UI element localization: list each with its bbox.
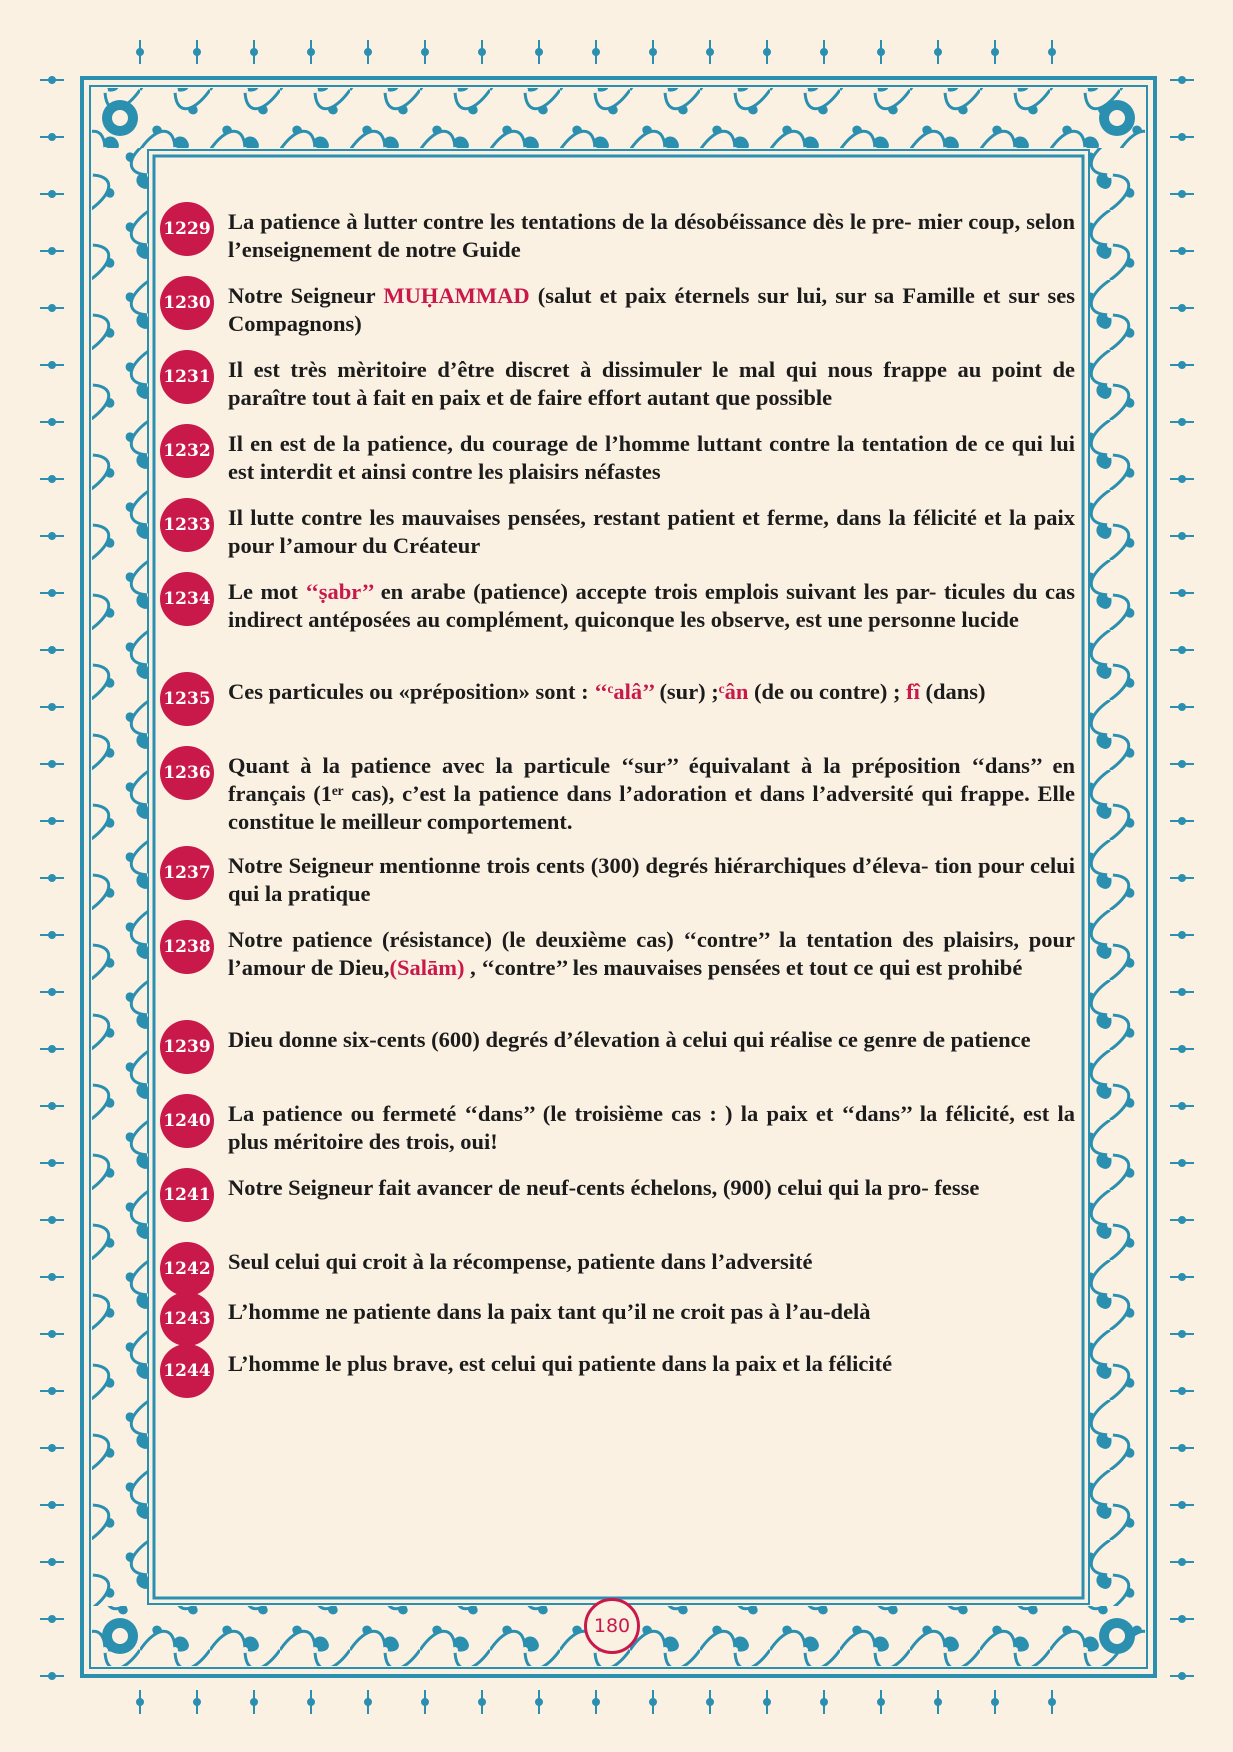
border-tick-dot [1179,818,1185,824]
verse-text: Le mot [228,579,306,604]
border-tick-dot [49,1160,55,1166]
highlighted-term: MUḤAMMAD [383,283,530,308]
border-tick-dot [1179,1673,1185,1679]
border-tick-dot [308,49,314,55]
border-tick-dot [422,49,428,55]
border-tick-dot [1179,989,1185,995]
border-tick-dot [49,989,55,995]
verse-number-badge: 1234 [160,572,214,626]
verse-number-badge: 1240 [160,1094,214,1148]
border-tick-dot [1179,248,1185,254]
verse-number-badge: 1230 [160,276,214,330]
verse-item [160,678,1075,709]
border-tick-dot [49,77,55,83]
border-tick-dot [365,49,371,55]
verse-item [160,578,1075,634]
border-tick-dot [878,49,884,55]
border-tick-dot [1179,1388,1185,1394]
verse-item [160,1248,1075,1279]
verse-text: La patience à lutter contre les tentations de la désobéissance dès le pre- mier coup, selon l’enseignement de notre Guide [228,209,1075,262]
verse-number-badge: 1232 [160,424,214,478]
verse-number-badge: 1239 [160,1020,214,1074]
border-tick-dot [821,1699,827,1705]
verse-item [160,504,1075,560]
verse-text: Notre Seigneur [228,283,384,308]
border-tick-dot [137,1699,143,1705]
border-tick-dot [1179,1331,1185,1337]
verse-item [160,926,1075,982]
border-tick-dot [1179,476,1185,482]
border-tick-dot [593,49,599,55]
border-tick-dot [650,49,656,55]
border-tick-dot [49,248,55,254]
border-tick-dot [49,476,55,482]
verse-text: Notre patience (résistance) (le deuxième cas) ‘‘contre’’ la tentation des plaisirs, pour l’amour de Dieu, [228,927,1075,980]
verse-text: , ‘‘contre’’ les mauvaises pensées et tout ce qui est prohibé [464,955,1023,980]
border-tick-dot [1179,1274,1185,1280]
verse-item [160,1026,1075,1057]
border-tick-dot [49,1046,55,1052]
border-tick-dot [49,134,55,140]
verse-text: Quant à la patience avec la particule ‘‘sur’’ équivalant à la préposition ‘‘dans’’ en français (1ᵉʳ cas), c’est la patience dans l’adoration et dans l’adversité qui frappe. Elle constitue le meilleur comportement. [228,753,1075,834]
border-tick-dot [49,875,55,881]
verse-item [160,752,1075,836]
border-tick-dot [251,49,257,55]
verse-text: Ces particules ou «préposition» sont : [228,679,595,704]
border-tick-dot [49,1559,55,1565]
verse-text: Il en est de la patience, du courage de l’homme luttant contre la tentation de ce qui lui est interdit et ainsi contre les plaisirs néfastes [228,431,1075,484]
border-tick-dot [49,704,55,710]
border-tick-dot [308,1699,314,1705]
border-tick-dot [1179,1502,1185,1508]
border-tick-dot [1179,761,1185,767]
verse-text: Notre Seigneur mentionne trois cents (300) degrés hiérarchiques d’éleva- tion pour celui qui la pratique [228,853,1075,906]
highlighted-term: (Salām) [389,955,465,980]
border-tick-dot [49,647,55,653]
verse-item [160,1100,1075,1156]
border-tick-dot [49,419,55,425]
border-tick-dot [49,305,55,311]
border-tick-dot [1049,1699,1055,1705]
border-tick-dot [49,1274,55,1280]
border-tick-dot [194,1699,200,1705]
border-tick-dot [1179,1046,1185,1052]
border-tick-dot [1179,1559,1185,1565]
border-tick-dot [1179,77,1185,83]
verse-number-badge: 1229 [160,202,214,256]
verse-number-badge: 1244 [160,1344,214,1398]
highlighted-term: ‘‘ṣabr’’ [305,579,374,604]
border-tick-dot [49,1388,55,1394]
border-tick-dot [1179,134,1185,140]
border-tick-dot [49,191,55,197]
border-tick-dot [49,932,55,938]
border-tick-dot [49,1217,55,1223]
border-tick-dot [821,49,827,55]
verse-item [160,1174,1075,1205]
border-tick-dot [878,1699,884,1705]
border-tick-dot [1179,1616,1185,1622]
border-tick-dot [935,1699,941,1705]
verse-text: (de ou contre) ; [748,679,907,704]
border-tick-dot [935,49,941,55]
border-tick-dot [479,49,485,55]
verse-number-badge: 1241 [160,1168,214,1222]
highlighted-term: fî [906,679,920,704]
verse-text: Il lutte contre les mauvaises pensées, restant patient et ferme, dans la félicité et la paix pour l’amour du Créateur [228,505,1075,558]
border-tick-dot [1179,932,1185,938]
border-tick-dot [1179,362,1185,368]
border-tick-dot [49,1103,55,1109]
verse-number-badge: 1233 [160,498,214,552]
border-tick-dot [536,49,542,55]
verse-text: (sur) ; [653,679,719,704]
border-tick-dot [1049,49,1055,55]
border-tick-dot [707,49,713,55]
verse-number-badge: 1238 [160,920,214,974]
verse-text: Seul celui qui croit à la récompense, patiente dans l’adversité [228,1249,813,1274]
verse-number-badge: 1235 [160,672,214,726]
verse-item [160,208,1075,264]
verse-text: Il est très mèritoire d’être discret à dissimuler le mal qui nous frappe au point de paraître tout à fait en paix et de faire effort autant que possible [228,357,1075,410]
border-tick-dot [1179,590,1185,596]
border-tick-dot [593,1699,599,1705]
border-tick-dot [49,1502,55,1508]
border-tick-dot [1179,875,1185,881]
border-tick-dot [137,49,143,55]
border-tick-dot [1179,1445,1185,1451]
border-tick-dot [1179,1103,1185,1109]
border-tick-dot [992,49,998,55]
verse-item [160,852,1075,908]
verse-item [160,356,1075,412]
verse-text: La patience ou fermeté ‘‘dans’’ (le troisième cas : ) la paix et ‘‘dans’’ la félicité, est la plus méritoire des trois, oui! [228,1101,1075,1154]
border-tick-dot [1179,191,1185,197]
border-tick-dot [49,761,55,767]
verse-item [160,430,1075,486]
border-tick-dot [1179,533,1185,539]
border-tick-dot [49,533,55,539]
verse-text: L’homme ne patiente dans la paix tant qu’il ne croit pas à l’au-delà [228,1299,871,1324]
verse-item [160,1298,1075,1329]
border-tick-dot [1179,305,1185,311]
highlighted-term: ‘‘ᶜalâ’’ [594,679,654,704]
border-tick-dot [1179,704,1185,710]
border-tick-dot [49,1445,55,1451]
verse-number-badge: 1243 [160,1292,214,1346]
border-tick-dot [365,1699,371,1705]
verse-item [160,1350,1075,1381]
verse-text: L’homme le plus brave, est celui qui patiente dans la paix et la félicité [228,1351,893,1376]
verse-number-badge: 1236 [160,746,214,800]
border-tick-dot [49,590,55,596]
border-tick-dot [49,1616,55,1622]
border-tick-dot [1179,647,1185,653]
border-tick-dot [707,1699,713,1705]
border-tick-dot [1179,1217,1185,1223]
border-tick-dot [479,1699,485,1705]
page-number: 180 [584,1598,640,1654]
border-tick-dot [49,1331,55,1337]
verse-text: en arabe (patience) accepte trois emplois suivant les par- ticules du cas indirect antéposées au complément, quiconque les observe, est une personne lucide [228,579,1076,632]
verse-text: Dieu donne six-cents (600) degrés d’élevation à celui qui réalise ce genre de patience [228,1027,1031,1052]
verse-number-badge: 1231 [160,350,214,404]
border-tick-dot [49,1673,55,1679]
border-tick-dot [251,1699,257,1705]
verse-text: (salut et paix éternels sur lui, sur sa Famille et sur ses Compagnons) [228,283,1075,336]
border-tick-dot [764,1699,770,1705]
verse-number-badge: 1237 [160,846,214,900]
verse-number-badge: 1242 [160,1242,214,1296]
border-tick-dot [764,49,770,55]
border-tick-dot [992,1699,998,1705]
border-tick-dot [650,1699,656,1705]
border-tick-dot [536,1699,542,1705]
border-tick-dot [194,49,200,55]
border-tick-dot [1179,1160,1185,1166]
border-tick-dot [49,362,55,368]
border-tick-dot [49,818,55,824]
verse-text: Notre Seigneur fait avancer de neuf-cents échelons, (900) celui qui la pro- fesse [228,1175,980,1200]
verse-text: (dans) [919,679,986,704]
border-tick-dot [1179,419,1185,425]
highlighted-term: ᶜân [718,679,749,704]
border-tick-dot [422,1699,428,1705]
verse-item [160,282,1075,338]
